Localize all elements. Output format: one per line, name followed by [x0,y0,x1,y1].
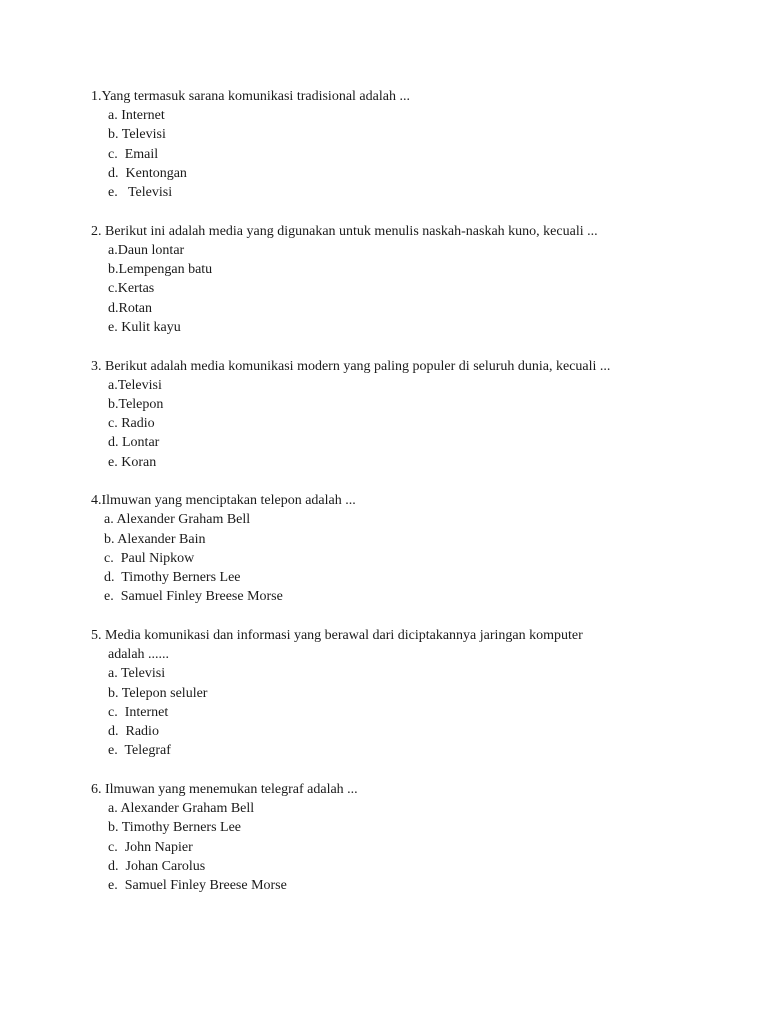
option-d: d. Timothy Berners Lee [104,570,241,585]
option-c: c. Paul Nipkow [104,551,195,566]
question-text: 6. Ilmuwan yang menemukan telegraf adalah ... [91,782,358,797]
question-text: 4.Ilmuwan yang menciptakan telepon adalah ... [91,493,356,508]
question-text: 1.Yang termasuk sarana komunikasi tradisional adalah ... [91,89,410,104]
option-d: d.Rotan [108,301,152,316]
question-text-continued: adalah ...... [108,647,170,662]
option-b: b. Telepon seluler [108,686,208,701]
question-text: 3. Berikut adalah media komunikasi modern yang paling populer di seluruh dunia, kecuali ... [91,359,611,374]
option-b: b.Lempengan batu [108,262,213,277]
option-d: d. Radio [108,724,159,739]
option-a: a.Televisi [108,378,162,393]
question-text: 5. Media komunikasi dan informasi yang berawal dari diciptakannya jaringan komputer [91,628,583,643]
option-e: e. Koran [108,455,157,470]
option-c: c. Email [108,147,159,162]
option-b: b. Timothy Berners Lee [108,820,241,835]
option-a: a.Daun lontar [108,243,185,258]
question-text: 2. Berikut ini adalah media yang digunakan untuk menulis naskah-naskah kuno, kecuali ... [91,224,598,239]
option-a: a. Internet [108,108,165,123]
option-b: b. Televisi [108,127,166,142]
option-d: d. Lontar [108,435,160,450]
option-e: e. Televisi [108,185,173,200]
option-e: e. Kulit kayu [108,320,181,335]
option-e: e. Samuel Finley Breese Morse [108,878,287,893]
option-b: b.Telepon [108,397,164,412]
option-c: c.Kertas [108,281,155,296]
option-d: d. Kentongan [108,166,187,181]
option-c: c. Radio [108,416,155,431]
option-e: e. Samuel Finley Breese Morse [104,589,283,604]
option-e: e. Telegraf [108,743,171,758]
option-a: a. Alexander Graham Bell [108,801,255,816]
option-b: b. Alexander Bain [104,532,206,547]
option-a: a. Televisi [108,666,166,681]
option-a: a. Alexander Graham Bell [104,512,251,527]
option-c: c. Internet [108,705,169,720]
option-d: d. Johan Carolus [108,859,206,874]
option-c: c. John Napier [108,840,193,855]
